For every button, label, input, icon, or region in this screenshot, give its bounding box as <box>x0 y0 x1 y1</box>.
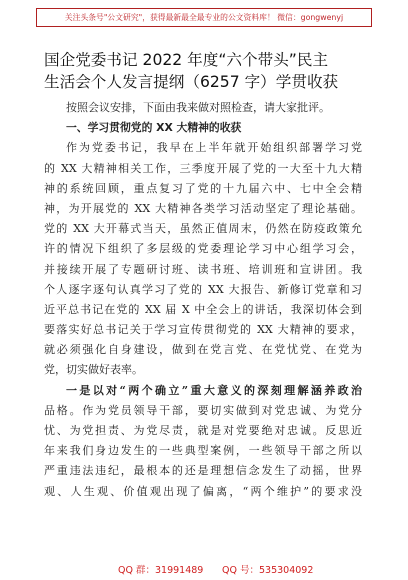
promo-banner-text: 关注头条号"公文研究"，获得最新最全最专业的公文资料库！ 微信：gongwenyj <box>64 13 344 22</box>
document-body <box>44 98 362 502</box>
paragraph-line: 的 XX 大精神相关工作，三季度开展了党的一大至十九大精 <box>44 161 362 175</box>
paragraph-line: 作为党委书记，我早在上半年就开始组织部署学习党 <box>66 141 362 155</box>
paragraph-line: 神，为开展党的 XX 大精神各类学习活动坚定了理论基础。 <box>44 201 362 215</box>
section-heading: 一、学习贯彻党的 XX 大精神的收获 <box>66 121 242 135</box>
paragraph-line: 严重违法违纪，最根本的还是理想信念发生了动摇，世界 <box>44 464 362 478</box>
subsection-heading-line: 一是以对“两个确立”重大意义的深刻理解涵养政治 <box>66 383 362 397</box>
paragraph-line: 要落实好总书记关于学习宣传贯彻党的 XX 大精神的要求， <box>44 323 362 337</box>
paragraph-line: 就必须强化自身建设，做到在党言党、在党忧党、在党为 <box>44 343 362 357</box>
paragraph-line: 党，切实做好表率。 <box>44 363 143 377</box>
paragraph-line: 近平总书记在党的 XX 届 X 中全会上的讲话，我深切体会到 <box>44 302 362 316</box>
qq-number-link[interactable]: QQ 号：535304092 <box>222 565 314 576</box>
paragraph-line: 年来我们身边发生的一些典型案例，一些领导干部之所以 <box>44 444 362 458</box>
promo-banner <box>36 8 372 27</box>
paragraph-line: 党的 XX 大开幕式当天，虽然正值周末，仍然在防疫政策允 <box>44 222 362 236</box>
paragraph-line: 品格。作为党员领导干部，要切实做到对党忠诚、为党分 <box>44 403 362 417</box>
paragraph-line: 忧、为党担责、为党尽责，就是对党要绝对忠诚。反思近 <box>44 424 362 437</box>
qq-group-link[interactable]: QQ 群：31991489 <box>118 565 204 576</box>
paragraph-line: 观、人生观、价值观出现了偏离，“两个维护”的要求没 <box>44 484 362 498</box>
document-title <box>44 49 374 93</box>
contact-footer <box>0 560 408 576</box>
paragraph-line: 神的系统回顾，重点复习了党的十九届六中、七中全会精 <box>44 181 362 195</box>
title-line-1: 国企党委书记 2022 年度“六个带头”民主 <box>44 51 329 69</box>
intro-paragraph: 按照会议安排，下面由我来做对照检查，请大家批评。 <box>66 101 330 114</box>
paragraph-line: 并接续开展了专题研讨班、读书班、培训班和宣讲团。我 <box>44 262 362 276</box>
title-line-2: 生活会个人发言提纲（6257 字）学贯收获 <box>44 73 339 91</box>
paragraph-line: 个人逐字逐句认真学习了党的 XX 大报告、新修订党章和习 <box>44 282 362 296</box>
paragraph-line: 许的情况下组织了多层级的党委理论学习中心组学习会， <box>44 242 362 256</box>
